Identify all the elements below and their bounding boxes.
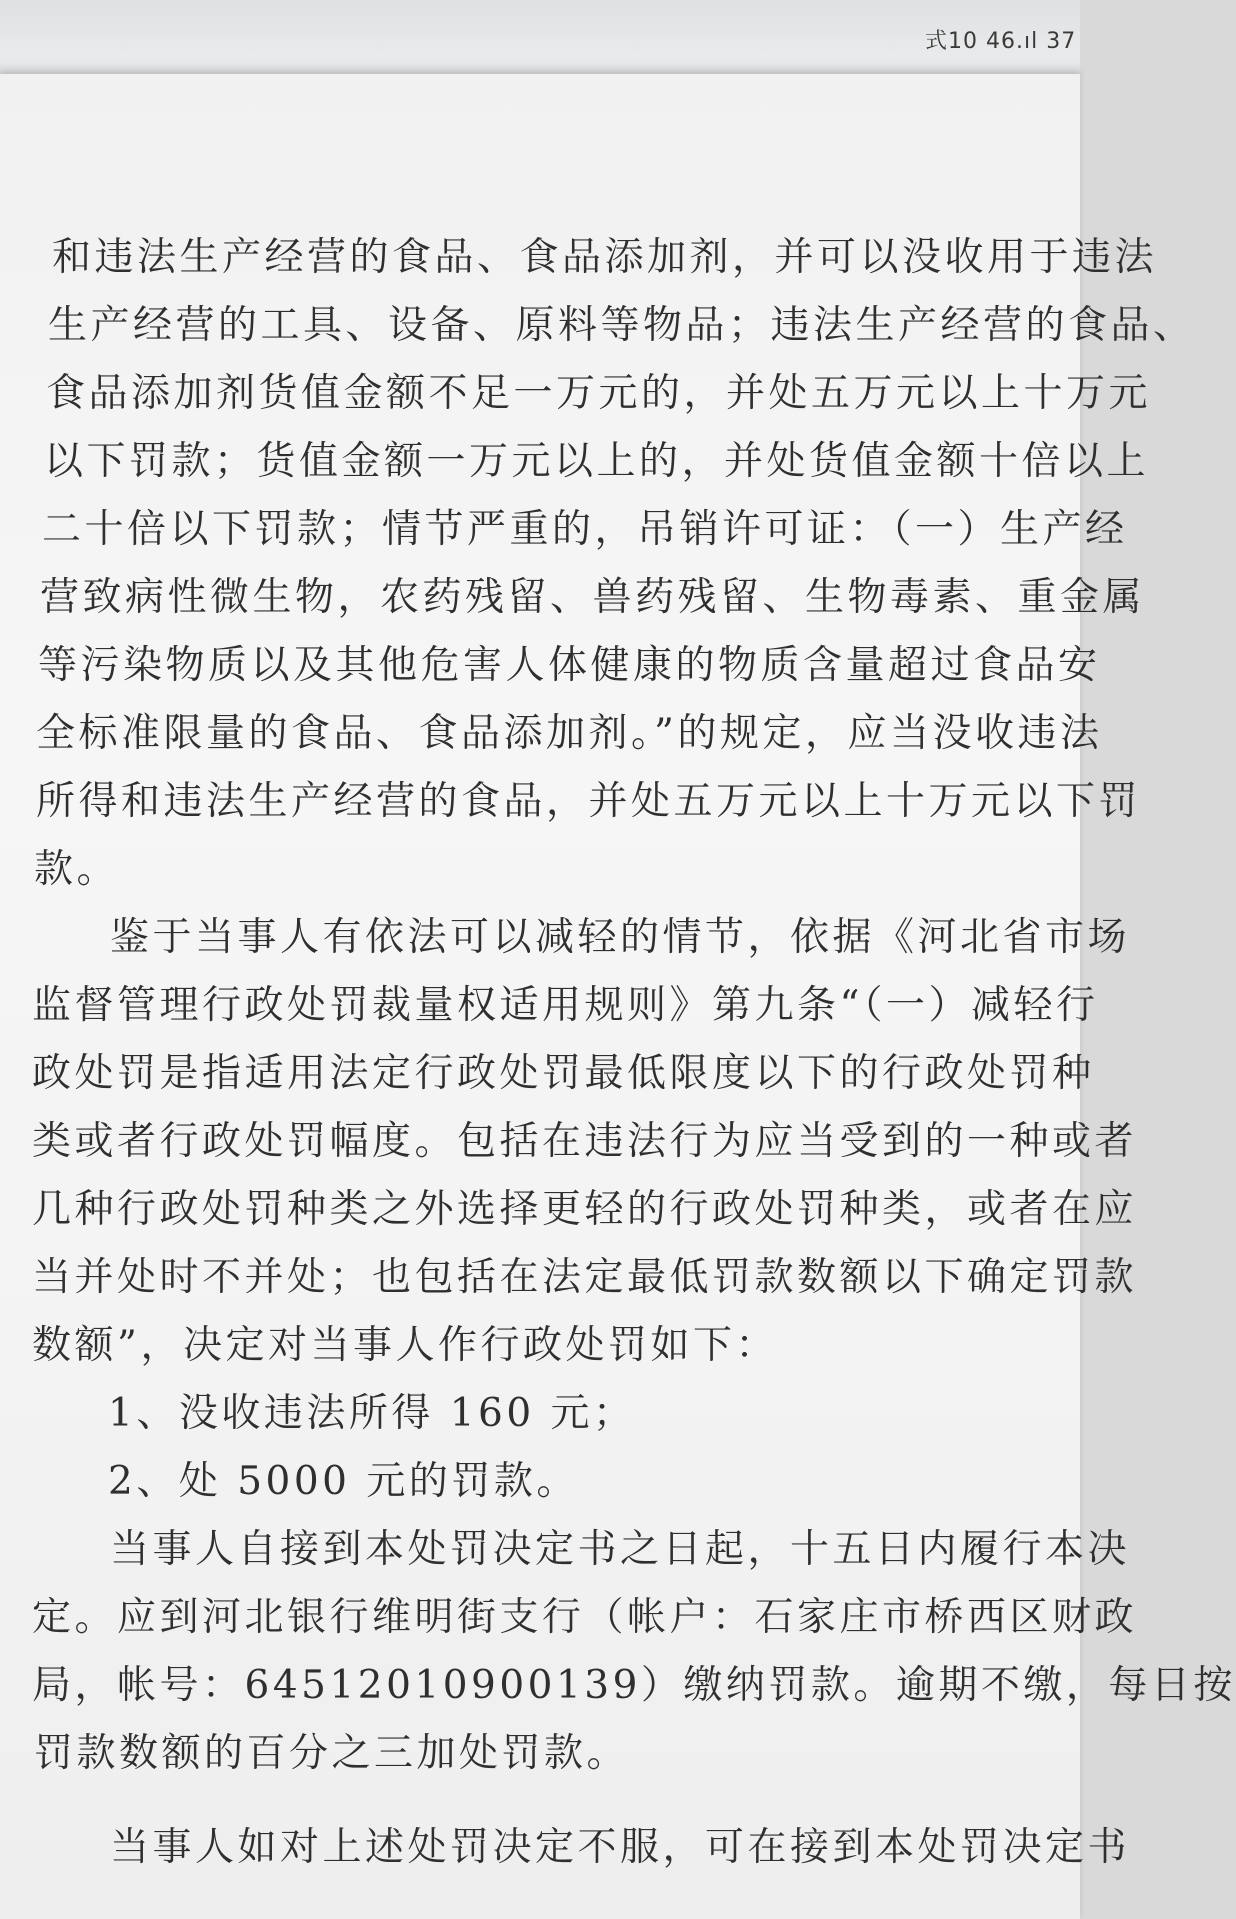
text-line: 等污染物质以及其他危害人体健康的物质含量超过食品安 bbox=[38, 643, 1101, 688]
text-line: 罚款数额的百分之三加处罚款。 bbox=[34, 1731, 630, 1776]
text-line: 当并处时不并处；也包括在法定最低罚款数额以下确定罚款 bbox=[32, 1255, 1138, 1300]
document-page bbox=[0, 74, 1236, 1919]
text-line: 局，帐号：64512010900139）缴纳罚款。逾期不缴，每日按 bbox=[32, 1663, 1236, 1708]
text-line: 2、处 5000 元的罚款。 bbox=[108, 1459, 579, 1504]
text-line: 几种行政处罚种类之外选择更轻的行政处罚种类，或者在应 bbox=[32, 1187, 1138, 1232]
text-line: 全标准限量的食品、食品添加剂。”的规定，应当没收违法 bbox=[36, 711, 1103, 756]
document-body bbox=[0, 74, 1236, 1919]
text-line: 当事人自接到本处罚决定书之日起，十五日内履行本决 bbox=[110, 1527, 1131, 1572]
text-line: 营致病性微生物，农药残留、兽药残留、生物毒素、重金属 bbox=[40, 575, 1146, 620]
text-line: 政处罚是指适用法定行政处罚最低限度以下的行政处罚种 bbox=[32, 1051, 1095, 1096]
page-corner-mark: 式10 46.ıl 37 bbox=[925, 29, 1077, 54]
text-line: 定。应到河北银行维明街支行（帐户：石家庄市桥西区财政 bbox=[32, 1595, 1138, 1640]
text-line: 和违法生产经营的食品、食品添加剂，并可以没收用于违法 bbox=[52, 235, 1158, 280]
text-line: 食品添加剂货值金额不足一万元的，并处五万元以上十万元 bbox=[46, 371, 1152, 416]
text-line: 生产经营的工具、设备、原料等物品；违法生产经营的食品、 bbox=[48, 303, 1196, 348]
text-line: 二十倍以下罚款；情节严重的，吊销许可证：（一）生产经 bbox=[42, 507, 1128, 552]
text-line: 监督管理行政处罚裁量权适用规则》第九条“（一）减轻行 bbox=[32, 983, 1099, 1028]
text-line: 款。 bbox=[34, 847, 120, 892]
text-line: 以下罚款；货值金额一万元以上的，并处货值金额十倍以上 bbox=[44, 439, 1150, 484]
text-line: 数额”，决定对当事人作行政处罚如下： bbox=[32, 1323, 778, 1368]
text-line: 类或者行政处罚幅度。包括在违法行为应当受到的一种或者 bbox=[32, 1119, 1138, 1164]
text-line: 所得和违法生产经营的食品，并处五万元以上十万元以下罚 bbox=[36, 779, 1142, 824]
text-line: 鉴于当事人有依法可以减轻的情节，依据《河北省市场 bbox=[110, 915, 1131, 960]
text-line: 当事人如对上述处罚决定不服，可在接到本处罚决定书 bbox=[110, 1825, 1131, 1870]
text-line: 1、没收违法所得 160 元； bbox=[108, 1391, 636, 1436]
